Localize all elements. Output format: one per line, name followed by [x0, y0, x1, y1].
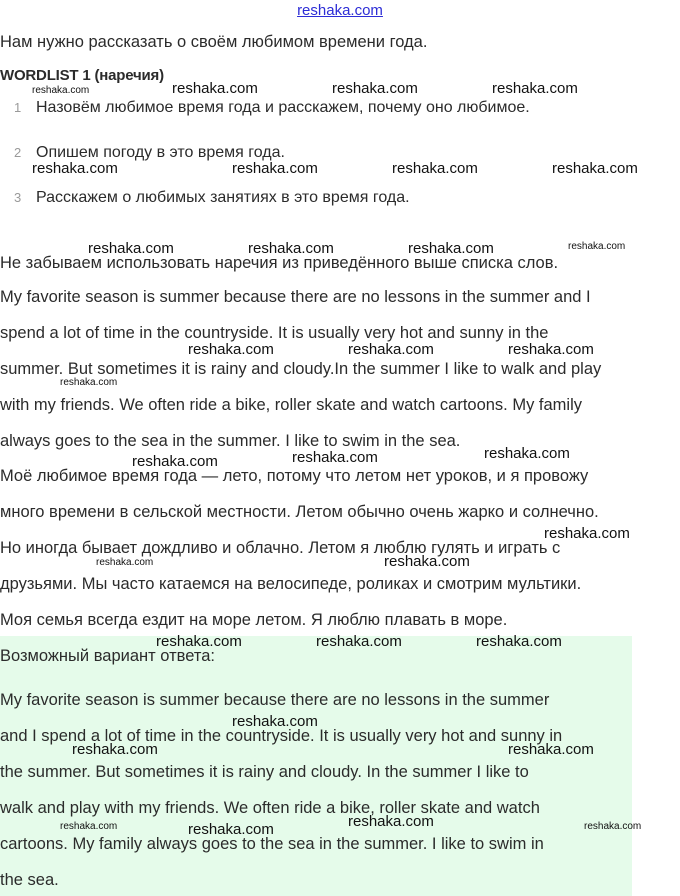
watermark: reshaka.com: [384, 553, 470, 570]
watermark: reshaka.com: [584, 821, 642, 832]
answer-line: and I spend a lot of time in the countryside. It is usually very hot and sunny in: [0, 727, 563, 745]
watermark: reshaka.com: [392, 160, 478, 177]
watermark: reshaka.com: [508, 341, 594, 358]
answer-title: Возможный вариант ответа:: [0, 647, 215, 665]
essay-ru-line: Моя семья всегда ездит на море летом. Я люблю плавать в море.: [0, 611, 508, 629]
essay-en-line: summer. But sometimes it is rainy and cloudy.In the summer I like to walk and play: [0, 360, 602, 378]
step-number: 2: [14, 145, 22, 160]
watermark: reshaka.com: [348, 813, 434, 830]
watermark: reshaka.com: [156, 633, 242, 650]
answer-line: walk and play with my friends. We often ride a bike, roller skate and watch: [0, 799, 540, 817]
watermark: reshaka.com: [188, 341, 274, 358]
watermark: reshaka.com: [544, 525, 630, 542]
site-link[interactable]: reshaka.com: [297, 2, 383, 19]
step-text: Назовём любимое время года и расскажем, почему оно любимое.: [36, 99, 530, 116]
essay-ru-line: много времени в сельской местности. Летом обычно очень жарко и солнечно.: [0, 503, 599, 521]
watermark: reshaka.com: [408, 240, 494, 257]
watermark: reshaka.com: [72, 741, 158, 758]
watermark: reshaka.com: [232, 713, 318, 730]
watermark: reshaka.com: [60, 377, 118, 388]
watermark: reshaka.com: [32, 160, 118, 177]
intro-text: Нам нужно рассказать о своём любимом времени года.: [0, 33, 428, 51]
essay-en-line: My favorite season is summer because there are no lessons in the summer and I: [0, 288, 591, 306]
watermark: reshaka.com: [96, 557, 154, 568]
watermark: reshaka.com: [32, 85, 90, 96]
answer-line: the sea.: [0, 871, 59, 889]
essay-en-line: with my friends. We often ride a bike, roller skate and watch cartoons. My family: [0, 396, 583, 414]
watermark: reshaka.com: [552, 160, 638, 177]
watermark: reshaka.com: [492, 80, 578, 97]
answer-line: the summer. But sometimes it is rainy and cloudy. In the summer I like to: [0, 763, 529, 781]
watermark: reshaka.com: [232, 160, 318, 177]
reminder-text: Не забываем использовать наречия из приведённого выше списка слов.: [0, 254, 559, 272]
essay-en-line: always goes to the sea in the summer. I like to swim in the sea.: [0, 432, 461, 450]
watermark: reshaka.com: [172, 80, 258, 97]
wordlist-title: WORDLIST 1 (наречия): [0, 67, 164, 84]
watermark: reshaka.com: [188, 821, 274, 838]
watermark: reshaka.com: [348, 341, 434, 358]
answer-line: My favorite season is summer because there are no lessons in the summer: [0, 691, 550, 709]
step-text: Расскажем о любимых занятиях в это время года.: [36, 189, 410, 206]
watermark: reshaka.com: [484, 445, 570, 462]
essay-en-line: spend a lot of time in the countryside. It is usually very hot and sunny in the: [0, 324, 549, 342]
step-number: 1: [14, 100, 22, 115]
essay-ru-line: Но иногда бывает дождливо и облачно. Летом я люблю гулять и играть с: [0, 539, 561, 557]
watermark: reshaka.com: [508, 741, 594, 758]
watermark: reshaka.com: [316, 633, 402, 650]
watermark: reshaka.com: [88, 240, 174, 257]
step-1: [14, 99, 530, 117]
answer-line: cartoons. My family always goes to the sea in the summer. I like to swim in: [0, 835, 544, 853]
essay-ru-line: друзьями. Мы часто катаемся на велосипеде, роликах и смотрим мультики.: [0, 575, 582, 593]
step-3: [14, 189, 410, 207]
watermark: reshaka.com: [60, 821, 118, 832]
watermark: reshaka.com: [132, 453, 218, 470]
essay-ru-line: Моё любимое время года — лето, потому что летом нет уроков, и я провожу: [0, 467, 589, 485]
watermark: reshaka.com: [568, 241, 626, 252]
step-text: Опишем погоду в это время года.: [36, 144, 285, 161]
watermark: reshaka.com: [332, 80, 418, 97]
watermark: reshaka.com: [292, 449, 378, 466]
watermark: reshaka.com: [248, 240, 334, 257]
watermark: reshaka.com: [476, 633, 562, 650]
step-number: 3: [14, 190, 22, 205]
